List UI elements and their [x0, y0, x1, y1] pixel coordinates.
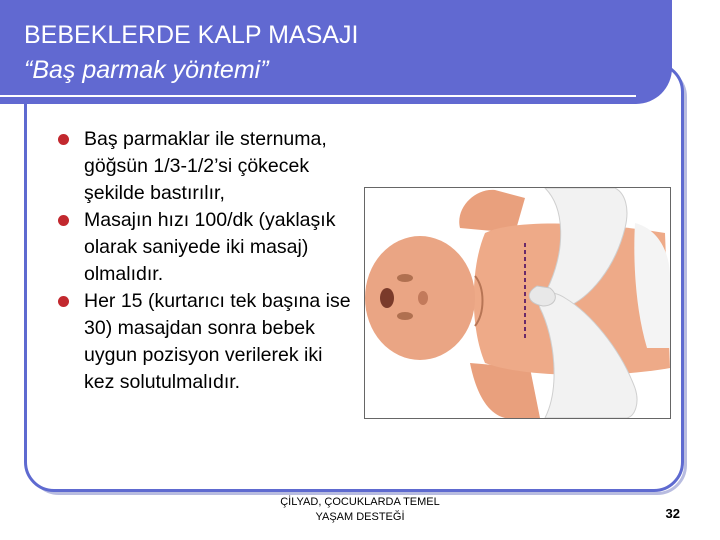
bullet-item	[58, 288, 358, 396]
footer-line-1: ÇİLYAD, ÇOCUKLARDA TEMEL	[280, 496, 440, 508]
bullet-item	[58, 207, 358, 288]
bullet-text: Masajın hızı 100/dk (yaklaşık olarak saniyede iki masaj) olmalıdır.	[84, 209, 336, 285]
bullet-item	[58, 126, 358, 207]
slide-title	[24, 18, 358, 88]
title-line-2: “Baş parmak yöntemi”	[24, 56, 269, 84]
bullet-text: Her 15 (kurtarıcı tek başına ise 30) masajdan sonra bebek uygun pozisyon verilerek iki kez solutulmalıdır.	[84, 290, 351, 393]
title-line-1: BEBEKLERDE KALP MASAJI	[24, 21, 359, 49]
bullet-dot-icon	[58, 296, 69, 307]
bullet-list	[58, 126, 358, 396]
bullet-dot-icon	[58, 215, 69, 226]
infant-cpr-photo	[364, 187, 671, 419]
title-underline	[0, 95, 636, 97]
page-number: 32	[665, 506, 680, 521]
bullet-dot-icon	[58, 134, 69, 145]
footer-line-2: YAŞAM DESTEĞİ	[315, 511, 405, 523]
infant-cpr-illustration	[365, 188, 670, 418]
footer-text	[250, 495, 470, 525]
bullet-text: Baş parmaklar ile sternuma, göğsün 1/3-1/2’si çökecek şekilde bastırılır,	[84, 128, 327, 204]
